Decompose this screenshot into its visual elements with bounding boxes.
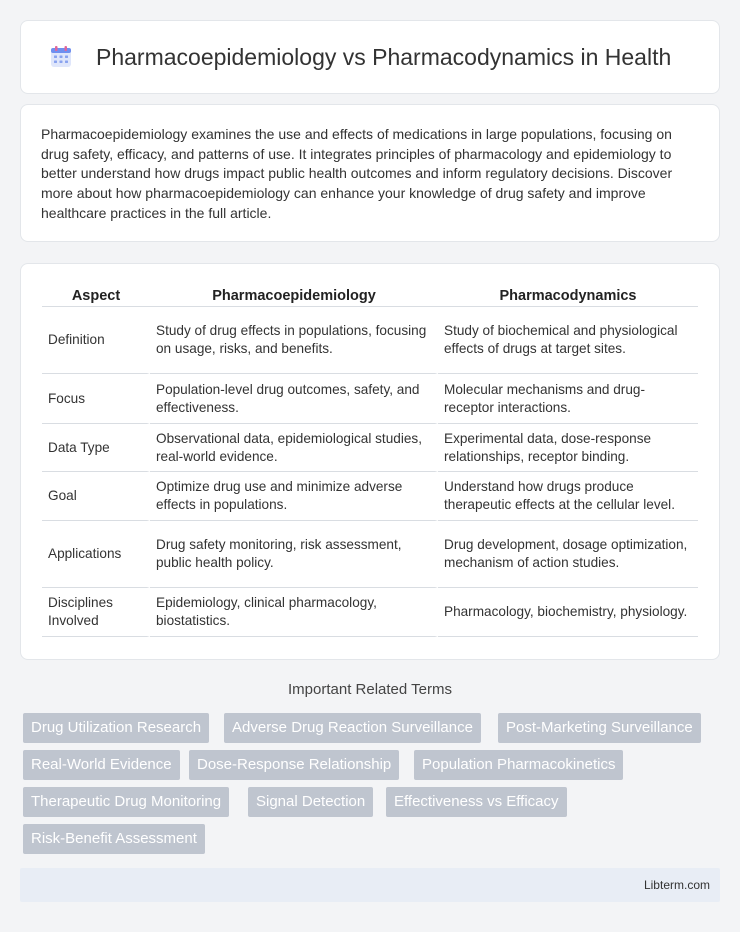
aspect-cell: Definition (42, 307, 150, 374)
header-pharmacoepidemiology: Pharmacoepidemiology (150, 284, 438, 307)
pharmacoepidemiology-cell: Optimize drug use and minimize adverse effects in populations. (150, 472, 438, 521)
table-header-row (42, 284, 698, 307)
aspect-cell: Applications (42, 521, 150, 588)
pharmacoepidemiology-cell: Study of drug effects in populations, focusing on usage, risks, and benefits. (150, 307, 438, 374)
pharmacodynamics-cell: Molecular mechanisms and drug-receptor interactions. (438, 374, 698, 424)
tag-therapeutic-drug-monitoring[interactable]: Therapeutic Drug Monitoring (23, 787, 229, 817)
header-aspect: Aspect (42, 284, 150, 307)
table-row (42, 472, 698, 521)
tag-real-world-evidence[interactable]: Real-World Evidence (23, 750, 180, 780)
page-title: Pharmacoepidemiology vs Pharmacodynamics in Health (96, 43, 672, 70)
intro-card (20, 104, 720, 242)
related-terms-heading: Important Related Terms (288, 681, 452, 698)
table-row (42, 521, 698, 588)
tag-population-pharmacokinetics[interactable]: Population Pharmacokinetics (414, 750, 623, 780)
title-card (20, 20, 720, 94)
footer (20, 868, 720, 902)
tag-signal-detection[interactable]: Signal Detection (248, 787, 373, 817)
pharmacodynamics-cell: Study of biochemical and physiological effects of drugs at target sites. (438, 307, 698, 374)
tag-drug-utilization-research[interactable]: Drug Utilization Research (23, 713, 209, 743)
tag-post-marketing-surveillance[interactable]: Post-Marketing Surveillance (498, 713, 701, 743)
footer-site-link[interactable]: Libterm.com (643, 878, 710, 892)
header-pharmacodynamics: Pharmacodynamics (438, 284, 698, 307)
calendar-icon (48, 44, 74, 70)
aspect-cell: Focus (42, 374, 150, 424)
pharmacodynamics-cell: Understand how drugs produce therapeutic effects at the cellular level. (438, 472, 698, 521)
tag-adverse-drug-reaction-surveillance[interactable]: Adverse Drug Reaction Surveillance (224, 713, 481, 743)
pharmacoepidemiology-cell: Population-level drug outcomes, safety, and effectiveness. (150, 374, 438, 424)
aspect-cell: Goal (42, 472, 150, 521)
pharmacoepidemiology-cell: Epidemiology, clinical pharmacology, biostatistics. (150, 588, 438, 637)
intro-paragraph: Pharmacoepidemiology examines the use and effects of medications in large populations, focusing on drug safety, efficacy, and patterns of use. It integrates principles of pharmacology and epidemiology to better understand how drugs impact public health outcomes and inform regulatory decisions. Discover more about how pharmacoepidemiology can enhance your knowledge of drug safety and improve healthcare practices in the full article. (41, 126, 673, 221)
pharmacodynamics-cell: Experimental data, dose-response relationships, receptor binding. (438, 424, 698, 472)
aspect-cell: Disciplines Involved (42, 588, 150, 637)
aspect-cell: Data Type (42, 424, 150, 472)
pharmacodynamics-cell: Pharmacology, biochemistry, physiology. (438, 588, 698, 637)
table-row (42, 374, 698, 424)
tag-dose-response-relationship[interactable]: Dose-Response Relationship (189, 750, 399, 780)
table-row (42, 424, 698, 472)
table-row (42, 307, 698, 374)
pharmacodynamics-cell: Drug development, dosage optimization, mechanism of action studies. (438, 521, 698, 588)
pharmacoepidemiology-cell: Drug safety monitoring, risk assessment, public health policy. (150, 521, 438, 588)
comparison-table-card (20, 263, 720, 660)
pharmacoepidemiology-cell: Observational data, epidemiological studies, real-world evidence. (150, 424, 438, 472)
comparison-table (42, 284, 698, 637)
tag-risk-benefit-assessment[interactable]: Risk-Benefit Assessment (23, 824, 205, 854)
table-row (42, 588, 698, 637)
tag-effectiveness-vs-efficacy[interactable]: Effectiveness vs Efficacy (386, 787, 567, 817)
